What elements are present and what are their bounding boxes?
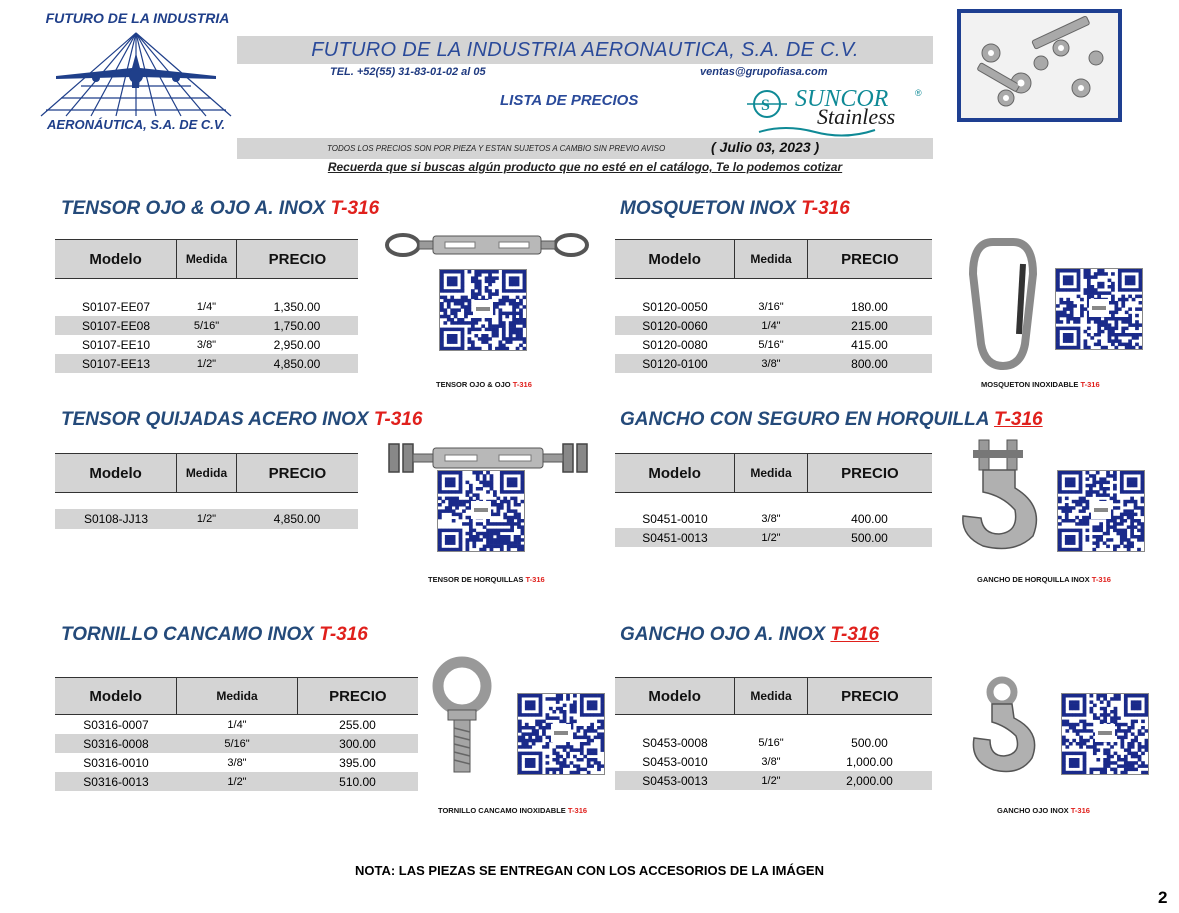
qr-code-icon[interactable] bbox=[517, 693, 605, 775]
table-row: S0107-EE08 5/16" 1,750.00 bbox=[55, 316, 358, 335]
section-tag: T-316 bbox=[319, 624, 368, 645]
price-table-tensor-quijadas bbox=[55, 453, 358, 529]
qr-code-icon[interactable] bbox=[1061, 693, 1149, 775]
logo-top-text: FUTURO DE LA INDUSTRIA bbox=[45, 10, 230, 26]
section-title-gancho-ojo: GANCHO OJO A. INOX T-316 bbox=[620, 624, 880, 645]
svg-text:S: S bbox=[761, 97, 770, 114]
price-table-tornillo-cancamo bbox=[55, 677, 418, 791]
eye-bolt-icon bbox=[424, 652, 500, 778]
table-row: S0316-0008 5/16" 300.00 bbox=[55, 734, 418, 753]
delivery-note: NOTA: LAS PIEZAS SE ENTREGAN CON LOS ACCESORIOS DE LA IMÁGEN bbox=[355, 863, 824, 878]
section-title-gancho-horquilla: GANCHO CON SEGURO EN HORQUILLA T-316 bbox=[620, 409, 1043, 430]
product-caption: TENSOR DE HORQUILLAS T-316 bbox=[428, 575, 545, 584]
bolts-nuts-icon bbox=[961, 13, 1118, 118]
hardware-photo bbox=[957, 9, 1122, 122]
table-row: S0120-0060 1/4" 215.00 bbox=[615, 316, 932, 335]
price-note: TODOS LOS PRECIOS SON POR PIEZA Y ESTAN SUJETOS A CAMBIO SIN PREVIO AVISO bbox=[327, 144, 666, 153]
qr-code-icon[interactable] bbox=[437, 470, 525, 552]
section-tag: T-316 bbox=[373, 409, 423, 430]
page-number: 2 bbox=[1158, 888, 1168, 907]
product-caption: TENSOR OJO & OJO T-316 bbox=[436, 380, 532, 389]
table-row: S0120-0100 3/8" 800.00 bbox=[615, 354, 932, 373]
section-tag: T-316 bbox=[330, 198, 380, 219]
price-table-gancho-ojo bbox=[615, 677, 932, 790]
suncor-stainless-logo bbox=[745, 82, 935, 138]
table-row: S0453-0008 5/16" 500.00 bbox=[642, 735, 888, 750]
table-row: S0107-EE10 3/8" 2,950.00 bbox=[81, 337, 321, 352]
section-tag: T-316 bbox=[994, 409, 1043, 430]
section-tag: T-316 bbox=[830, 624, 880, 645]
table-row: S0451-0010 3/8" 400.00 bbox=[642, 511, 888, 526]
product-caption: GANCHO DE HORQUILLA INOX T-316 bbox=[977, 575, 1111, 584]
product-caption: TORNILLO CANCAMO INOXIDABLE T-316 bbox=[438, 806, 588, 815]
table-header: Modelo Medida PRECIO bbox=[615, 453, 932, 493]
price-list-title: LISTA DE PRECIOS bbox=[500, 92, 639, 109]
email-text: ventas@grupofiasa.com bbox=[700, 66, 828, 78]
logo-bottom-text: AERONÁUTICA, S.A. DE C.V. bbox=[47, 117, 225, 132]
section-title-tornillo-cancamo: TORNILLO CANCAMO INOX T-316 bbox=[61, 624, 368, 645]
brand-reg: ® bbox=[915, 88, 922, 98]
table-row: S0316-0013 1/2" 510.00 bbox=[55, 772, 418, 791]
section-tag: T-316 bbox=[801, 198, 850, 219]
product-caption: MOSQUETON INOXIDABLE T-316 bbox=[981, 380, 1100, 389]
table-row: S0108-JJ13 1/2" 4,850.00 bbox=[55, 509, 358, 529]
table-row: S0453-0013 1/2" 2,000.00 bbox=[615, 771, 932, 790]
table-header: Modelo Medida PRECIO bbox=[55, 677, 418, 715]
table-row: S0316-0007 1/4" 255.00 bbox=[83, 717, 376, 732]
brand-line1: SUNCOR bbox=[795, 86, 889, 112]
turnbuckle-eye-eye-icon bbox=[383, 228, 591, 262]
qr-code-icon[interactable] bbox=[1057, 470, 1145, 552]
table-row: S0120-0050 3/16" 180.00 bbox=[642, 299, 888, 314]
section-title-mosqueton: MOSQUETON INOX T-316 bbox=[620, 198, 850, 219]
price-note-bar bbox=[237, 138, 933, 159]
table-header: Modelo Medida PRECIO bbox=[615, 239, 932, 279]
quote-note: Recuerda que si buscas algún producto que no esté en el catálogo, Te lo podemos cotizar bbox=[327, 160, 843, 174]
price-table-gancho-horquilla bbox=[615, 453, 932, 547]
table-row: S0120-0080 5/16" 415.00 bbox=[642, 337, 888, 352]
table-row: S0453-0010 3/8" 1,000.00 bbox=[642, 754, 893, 769]
table-row: S0451-0013 1/2" 500.00 bbox=[615, 528, 932, 547]
company-name: FUTURO DE LA INDUSTRIA AERONAUTICA, S.A. DE C.V. bbox=[311, 39, 859, 61]
section-title-tensor-ojo: TENSOR OJO & OJO A. INOX T-316 bbox=[61, 198, 380, 219]
company-bar bbox=[237, 36, 933, 64]
clevis-hook-icon bbox=[953, 436, 1049, 554]
table-row: S0107-EE07 1/4" 1,350.00 bbox=[81, 299, 321, 314]
table-row: S0107-EE13 1/2" 4,850.00 bbox=[55, 354, 358, 373]
qr-code-icon[interactable] bbox=[1055, 268, 1143, 350]
phone-text: TEL. +52(55) 31-83-01-02 al 05 bbox=[330, 66, 486, 78]
table-header: Modelo Medida PRECIO bbox=[55, 453, 358, 493]
brand-line2: Stainless bbox=[817, 104, 896, 129]
section-title-tensor-quijadas: TENSOR QUIJADAS ACERO INOX T-316 bbox=[61, 409, 423, 430]
price-table-mosqueton bbox=[615, 239, 932, 373]
table-row: S0316-0010 3/8" 395.00 bbox=[83, 755, 376, 770]
table-header: Modelo Medida PRECIO bbox=[55, 239, 358, 279]
eye-hook-icon bbox=[966, 676, 1046, 776]
carabiner-icon bbox=[963, 234, 1043, 374]
table-header: Modelo Medida PRECIO bbox=[615, 677, 932, 715]
price-table-tensor-ojo bbox=[55, 239, 358, 373]
product-caption: GANCHO OJO INOX T-316 bbox=[997, 806, 1090, 815]
qr-code-icon[interactable] bbox=[439, 269, 527, 351]
airplane-logo-icon bbox=[36, 28, 236, 118]
price-date: ( Julio 03, 2023 ) bbox=[711, 139, 820, 155]
